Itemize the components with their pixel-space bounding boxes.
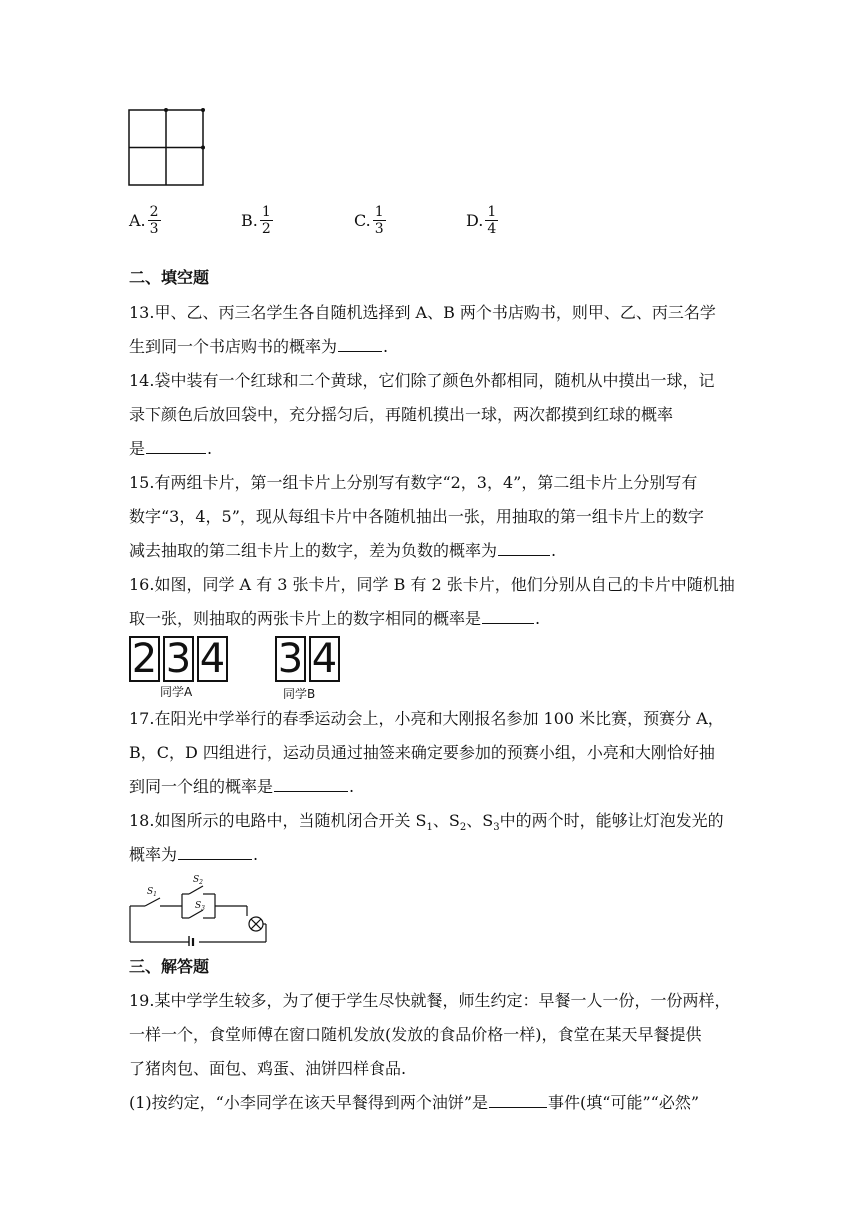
card-a-2: 3 bbox=[163, 636, 194, 682]
section-heading-solve: 三、解答题 bbox=[129, 957, 210, 976]
answer-blank bbox=[338, 335, 382, 352]
grid-dot bbox=[201, 146, 205, 150]
answer-blank bbox=[146, 437, 206, 454]
answer-blank bbox=[489, 1091, 547, 1108]
q13-line1: 13.甲、乙、丙三名学生各自随机选择到 A、B 两个书店购书，则甲、乙、丙三名学 bbox=[129, 303, 716, 322]
q14-line2: 录下颜色后放回袋中，充分摇匀后，再随机摸出一球，两次都摸到红球的概率 bbox=[129, 405, 674, 424]
q15-line3: 减去抽取的第二组卡片上的数字，差为负数的概率为 . bbox=[129, 541, 557, 560]
q19-line1: 19.某中学学生较多，为了便于学生尽快就餐，师生约定：早餐一人一份，一份两样， bbox=[129, 991, 731, 1010]
q14-line3: 是 . bbox=[129, 439, 213, 458]
label-s2: $S_2$ bbox=[193, 875, 203, 886]
q17-line2: B，C，D 四组进行，运动员通过抽签来确定要参加的预赛小组，小亮和大刚恰好抽 bbox=[129, 743, 715, 762]
q13-line2: 生到同一个书店购书的概率为 . bbox=[129, 337, 389, 356]
q19-line4: (1)按约定，“小李同学在该天早餐得到两个油饼”是 事件(填“可能”“必然” bbox=[129, 1093, 699, 1112]
option-b: B. $\frac{1}{2}$ bbox=[241, 204, 271, 237]
answer-blank bbox=[482, 607, 534, 624]
answer-blank bbox=[178, 843, 252, 860]
grid-dot bbox=[201, 108, 205, 112]
option-c: C. $\frac{1}{3}$ bbox=[354, 204, 384, 237]
card-b-1: 3 bbox=[275, 636, 306, 682]
label-s1: $S_1$ bbox=[147, 887, 157, 898]
card-a-1: 2 bbox=[129, 636, 160, 682]
q14-line1: 14.袋中装有一个红球和二个黄球，它们除了颜色外都相同，随机从中摸出一球，记 bbox=[129, 371, 715, 390]
option-d: D. $\frac{1}{4}$ bbox=[466, 204, 497, 237]
grid-figure bbox=[127, 107, 207, 189]
q19-line2: 一样一个，食堂师傅在窗口随机发放(发放的食品价格一样)，食堂在某天早餐提供 bbox=[129, 1025, 702, 1044]
q18-line2: 概率为 . bbox=[129, 845, 259, 864]
card-a-3: 4 bbox=[197, 636, 228, 682]
q17-line1: 17.在阳光中学举行的春季运动会上，小亮和大刚报名参加 100 米比赛，预赛分 A， bbox=[129, 709, 724, 728]
caption-student-a: 同学A bbox=[160, 685, 193, 699]
answer-blank bbox=[274, 775, 348, 792]
q15-line2: 数字“3，4，5”，现从每组卡片中各随机抽出一张，用抽取的第一组卡片上的数字 bbox=[129, 507, 704, 526]
q18-line1: 18.如图所示的电路中，当随机闭合开关 $S_1$、$S_2$、$S_3$中的两个时，能够让灯泡发光的 bbox=[129, 811, 724, 834]
answer-blank bbox=[498, 539, 550, 556]
q16-line1: 16.如图，同学 A 有 3 张卡片，同学 B 有 2 张卡片，他们分别从自己的卡片中随机抽 bbox=[129, 575, 735, 594]
option-a: A. $\frac{2}{3}$ bbox=[129, 204, 159, 237]
grid-dot bbox=[164, 108, 168, 112]
q15-line1: 15.有两组卡片，第一组卡片上分别写有数字“2，3，4”，第二组卡片上分别写有 bbox=[129, 473, 698, 492]
q16-line2: 取一张，则抽取的两张卡片上的数字相同的概率是 . bbox=[129, 609, 541, 628]
card-b-2: 4 bbox=[309, 636, 340, 682]
label-s3: $S_3$ bbox=[195, 901, 205, 912]
caption-student-b: 同学B bbox=[283, 687, 316, 701]
section-heading-fill-in: 二、填空题 bbox=[129, 268, 210, 287]
q19-line3: 了猪肉包、面包、鸡蛋、油饼四样食品. bbox=[129, 1059, 407, 1078]
circuit-diagram bbox=[127, 872, 269, 946]
q17-line3: 到同一个组的概率是 . bbox=[129, 777, 355, 796]
